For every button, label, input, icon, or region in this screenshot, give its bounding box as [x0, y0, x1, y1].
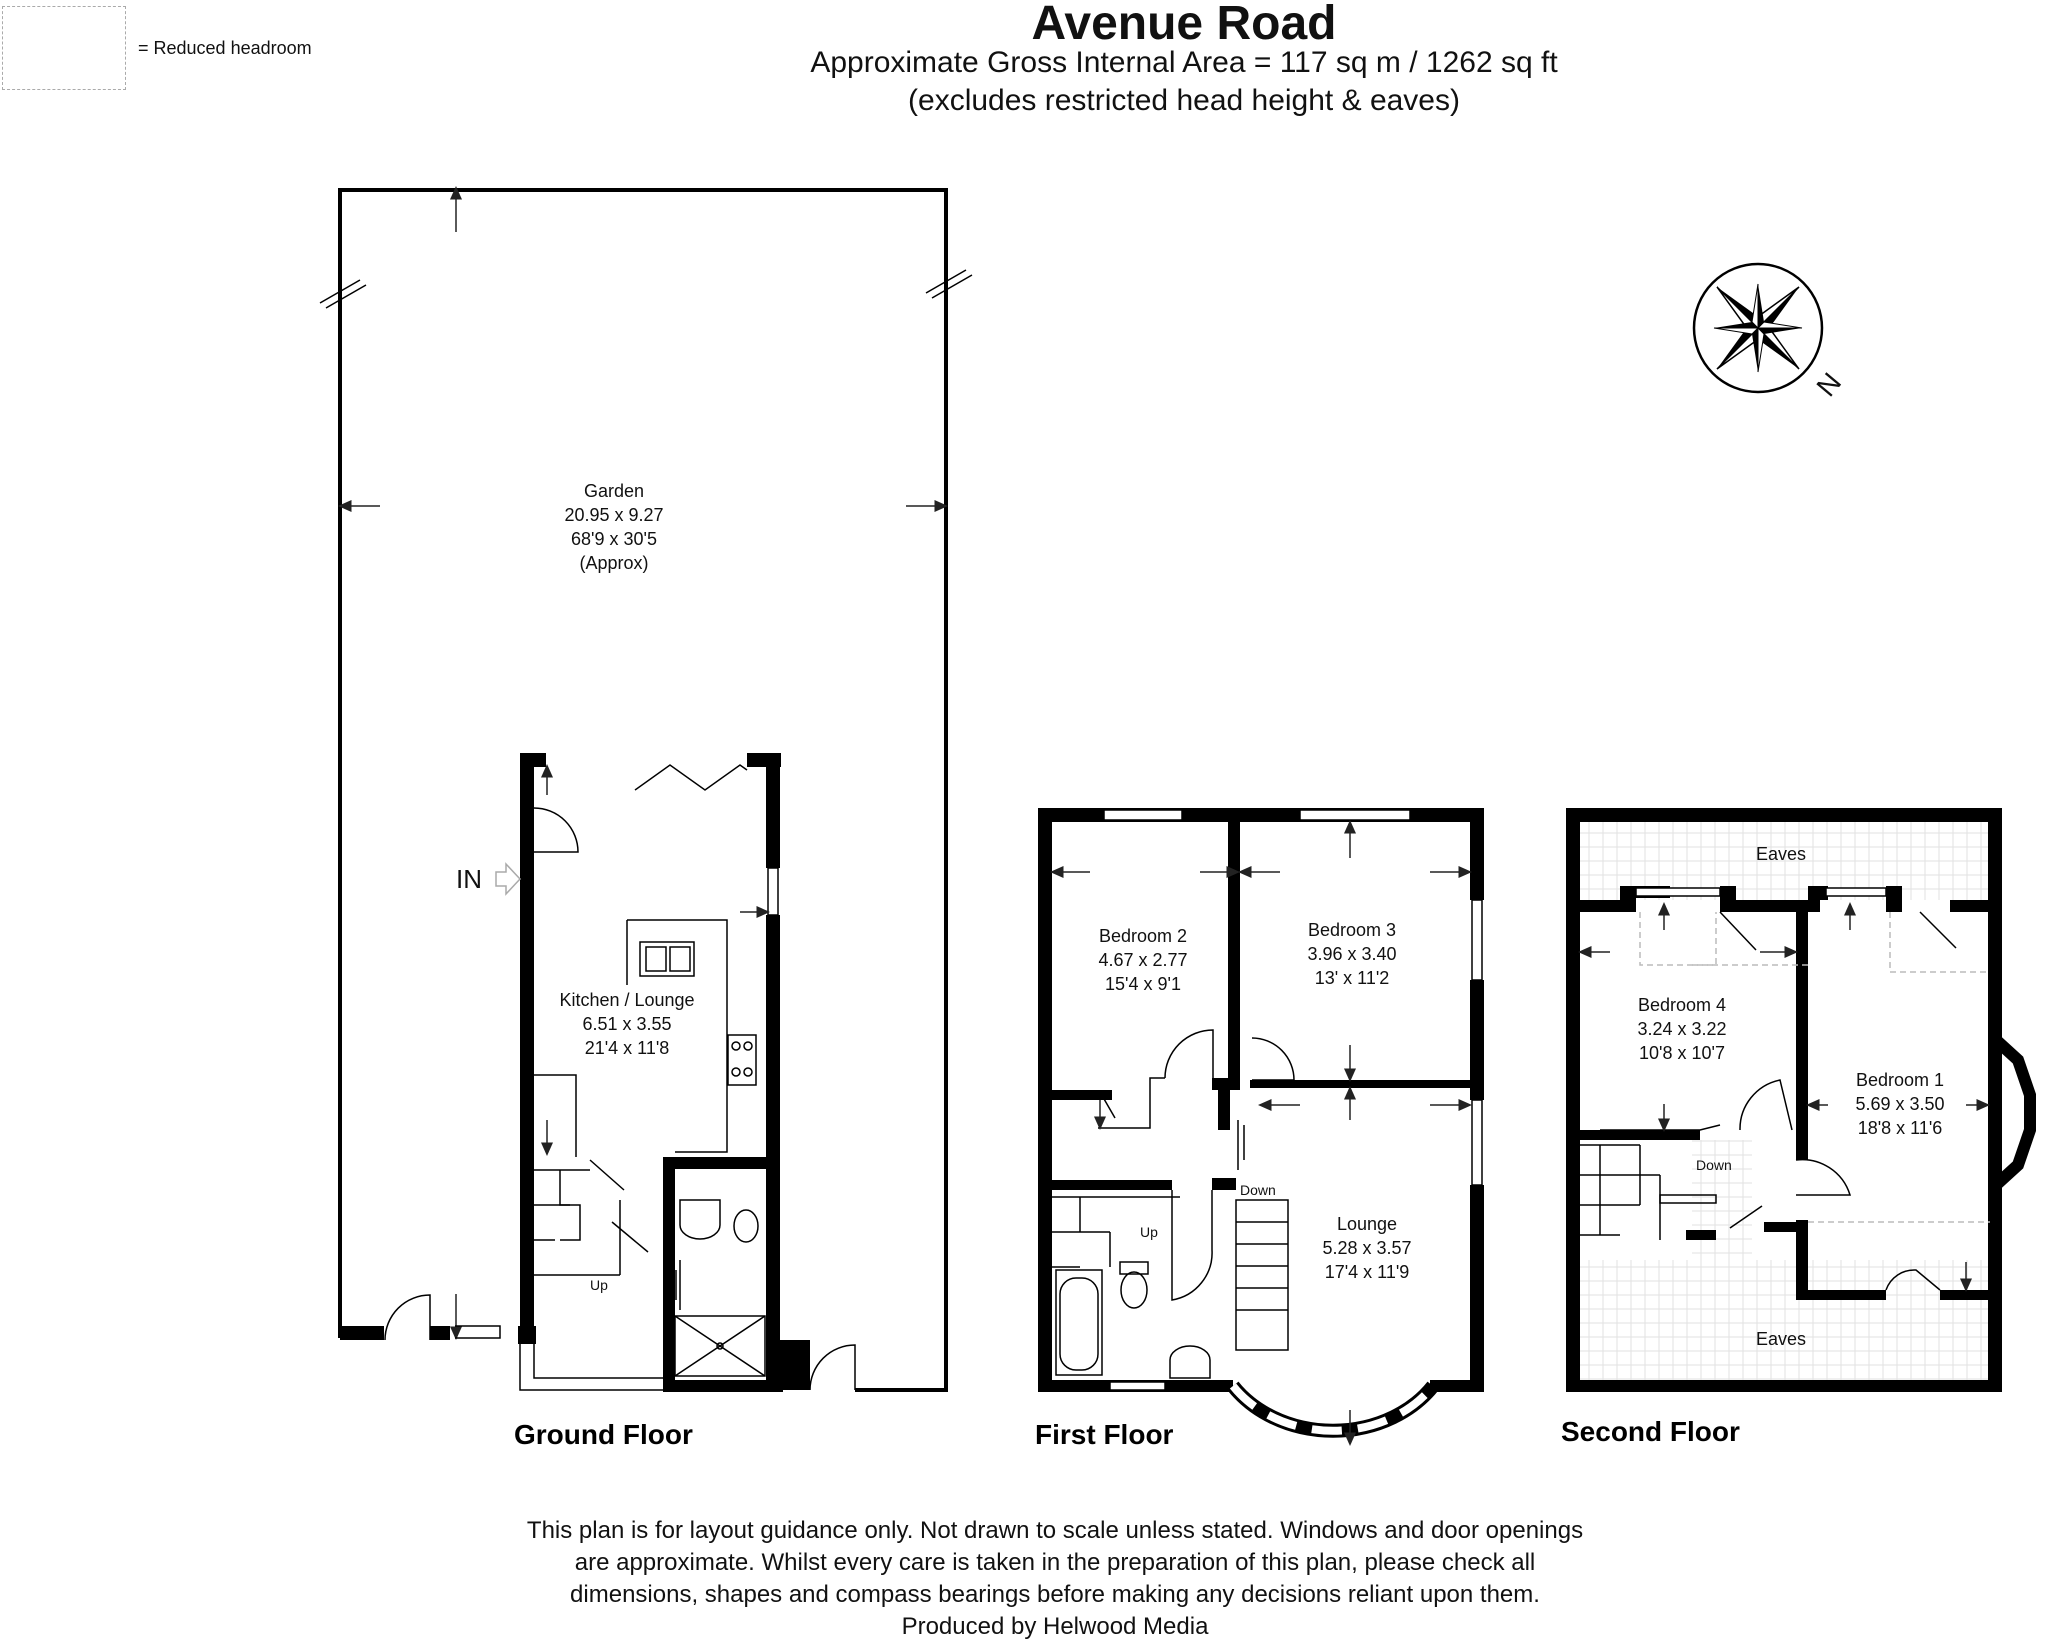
disclaimer	[0, 1515, 2048, 1643]
kitchen-lounge-name: Kitchen / Lounge	[559, 990, 695, 1010]
garden-name: Garden	[583, 481, 645, 501]
bedroom1-imperial: 18'8 x 11'6	[1857, 1118, 1943, 1138]
ground-stairs-up-label: Up	[590, 1277, 608, 1293]
second-floor-title: Second Floor	[1561, 1416, 1740, 1447]
entrance-label: IN	[456, 864, 482, 894]
ground-floor-title: Ground Floor	[514, 1419, 693, 1450]
bedroom2-metric: 4.67 x 2.77	[1098, 950, 1188, 970]
kitchen-dimension-arrows	[547, 770, 764, 1150]
garden-dimension-arrows	[344, 192, 942, 1334]
entrance-arrow-icon	[496, 864, 520, 894]
first-floor-windows	[1104, 810, 1482, 1390]
floor-titles	[514, 1416, 1740, 1450]
eaves-top-label: Eaves	[1755, 844, 1807, 864]
lounge-name: Lounge	[1336, 1214, 1398, 1234]
boundary-break-marks	[320, 270, 972, 308]
bedroom2-imperial: 15'4 x 9'1	[1105, 974, 1181, 994]
lounge-metric: 5.28 x 3.57	[1322, 1238, 1412, 1258]
second-stairs-down-label: Down	[1696, 1157, 1732, 1173]
garden-imperial: 68'9 x 30'5	[571, 529, 657, 549]
page-title: Avenue Road	[1031, 0, 1337, 50]
bedroom1-metric: 5.69 x 3.50	[1855, 1094, 1945, 1114]
first-stairs-up-label: Up	[1140, 1224, 1158, 1240]
first-stairs-down-label: Down	[1240, 1182, 1276, 1198]
bedroom2-name: Bedroom 2	[1098, 926, 1188, 946]
bedroom3-imperial: 13' x 11'2	[1314, 968, 1390, 988]
area-exclusion-note: (excludes restricted head height & eaves)	[908, 84, 1460, 117]
area-summary: Approximate Gross Internal Area = 117 sq m / 1262 sq ft	[810, 46, 1558, 79]
kitchen-lounge-metric: 6.51 x 3.55	[582, 1014, 672, 1034]
bedroom4-metric: 3.24 x 3.22	[1637, 1019, 1727, 1039]
eaves-bottom-area	[1580, 1260, 2000, 1380]
legend-label: = Reduced headroom	[138, 38, 312, 58]
garden-note: (Approx)	[579, 553, 649, 573]
bedroom1-name: Bedroom 1	[1855, 1070, 1945, 1090]
compass-north-label: N	[1810, 366, 1848, 403]
bedroom3-name: Bedroom 3	[1307, 920, 1397, 940]
stair-labels	[590, 1157, 1732, 1293]
bedroom3-metric: 3.96 x 3.40	[1307, 944, 1397, 964]
first-floor-title: First Floor	[1035, 1419, 1174, 1450]
eaves-bottom-label: Eaves	[1755, 1329, 1807, 1349]
lounge-imperial: 17'4 x 11'9	[1324, 1262, 1410, 1282]
producer-credit: Produced by Helwood Media	[901, 1613, 1209, 1640]
bedroom4-name: Bedroom 4	[1637, 995, 1727, 1015]
lounge-bay-window	[1233, 1386, 1433, 1431]
first-floor-dimension-arrows	[1056, 826, 1466, 1440]
garden-boundary	[340, 190, 946, 1390]
garden-metric: 20.95 x 9.27	[564, 505, 664, 525]
disclaimer-line: This plan is for layout guidance only. Not drawn to scale unless stated. Windows and door openings	[526, 1517, 1584, 1544]
disclaimer-line: are approximate. Whilst every care is taken in the preparation of this plan, please check all	[574, 1549, 1536, 1576]
bedroom4-imperial: 10'8 x 10'7	[1639, 1043, 1725, 1063]
disclaimer-line: dimensions, shapes and compass bearings before making any decisions reliant upon them.	[570, 1581, 1540, 1608]
kitchen-lounge-imperial: 21'4 x 11'8	[584, 1038, 670, 1058]
